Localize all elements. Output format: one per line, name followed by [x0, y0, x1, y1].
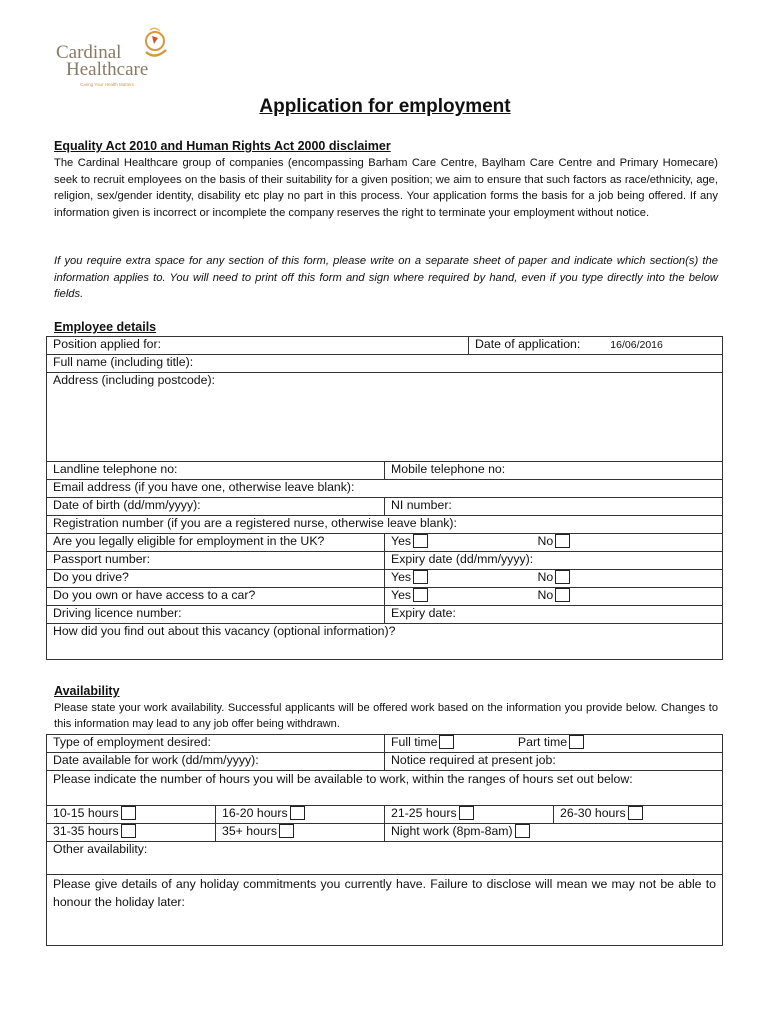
vacancy-source-field[interactable]: [47, 624, 723, 660]
notice-label: Notice required at present job:: [391, 753, 556, 767]
drive-no-checkbox[interactable]: [555, 570, 570, 584]
employee-details-table: [46, 336, 723, 660]
holiday-commitments-field[interactable]: [47, 875, 723, 946]
date-of-application-value: 16/06/2016: [610, 339, 663, 351]
car-options: [385, 588, 723, 606]
licence-expiry-label: Expiry date:: [391, 606, 456, 620]
hours-21-25-label: 21-25 hours: [391, 806, 457, 820]
hours-21-25: [385, 806, 554, 824]
car-no-checkbox[interactable]: [555, 588, 570, 602]
cardinal-bird-icon: [138, 26, 172, 60]
disclaimer-heading: Equality Act 2010 and Human Rights Act 2000 disclaimer: [54, 139, 391, 153]
availability-heading: Availability: [54, 684, 120, 698]
full-time-label: Full time: [391, 735, 438, 749]
employment-type-label-cell: [47, 735, 385, 753]
other-availability-label: Other availability:: [53, 842, 148, 856]
drive-options: [385, 570, 723, 588]
passport-expiry-field[interactable]: [385, 552, 723, 570]
date-available-label: Date available for work (dd/mm/yyyy):: [53, 753, 259, 767]
drive-no-label: No: [537, 570, 554, 584]
ni-number-field[interactable]: [385, 498, 723, 516]
email-field[interactable]: [47, 480, 723, 498]
hours-16-20-label: 16-20 hours: [222, 806, 288, 820]
position-label: Position applied for:: [53, 337, 162, 351]
employee-details-heading: Employee details: [54, 320, 157, 334]
mobile-label: Mobile telephone no:: [391, 462, 506, 476]
hours-21-25-checkbox[interactable]: [459, 806, 474, 820]
car-label: Do you own or have access to a car?: [53, 588, 256, 602]
extra-space-note: If you require extra space for any section of this form, please write on a separate sheet of paper and indicate which section(s) the information applies to. You will need to print off this form and sign where required by hand, even if you type directly into the below fields.: [54, 255, 718, 300]
hours-prompt-cell: [47, 771, 723, 806]
licence-field[interactable]: [47, 606, 385, 624]
car-yes-label: Yes: [391, 588, 412, 602]
licence-label: Driving licence number:: [53, 606, 182, 620]
eligible-label: Are you legally eligible for employment in the UK?: [53, 534, 325, 548]
eligible-options: [385, 534, 723, 552]
mobile-field[interactable]: [385, 462, 723, 480]
full-name-field[interactable]: [47, 355, 723, 373]
hours-10-15-label: 10-15 hours: [53, 806, 119, 820]
eligible-yes-label: Yes: [391, 534, 412, 548]
notice-field[interactable]: [385, 753, 723, 771]
passport-field[interactable]: [47, 552, 385, 570]
address-field[interactable]: [47, 373, 723, 462]
drive-yes-label: Yes: [391, 570, 412, 584]
car-label-cell: [47, 588, 385, 606]
employment-type-options: [385, 735, 723, 753]
passport-expiry-label: Expiry date (dd/mm/yyyy):: [391, 552, 534, 566]
car-no-label: No: [537, 588, 554, 602]
drive-label-cell: [47, 570, 385, 588]
employment-type-label: Type of employment desired:: [53, 735, 211, 749]
hours-26-30: [554, 806, 723, 824]
logo-tagline: Caring Your Health Matters: [80, 82, 135, 87]
licence-expiry-field[interactable]: [385, 606, 723, 624]
address-label: Address (including postcode):: [53, 373, 215, 387]
other-availability-field[interactable]: [47, 842, 723, 875]
hours-prompt: Please indicate the number of hours you will be available to work, within the ranges of hours set out below:: [53, 772, 633, 786]
hours-35-plus-label: 35+ hours: [222, 824, 278, 838]
hours-10-15-checkbox[interactable]: [121, 806, 136, 820]
company-logo: [54, 24, 174, 88]
ni-number-label: NI number:: [391, 498, 452, 512]
logo-line-1: Cardinal: [56, 42, 122, 63]
landline-label: Landline telephone no:: [53, 462, 178, 476]
dob-label: Date of birth (dd/mm/yyyy):: [53, 498, 201, 512]
night-work-checkbox[interactable]: [515, 824, 530, 838]
part-time-checkbox[interactable]: [569, 735, 584, 749]
email-label: Email address (if you have one, otherwise leave blank):: [53, 480, 355, 494]
hours-31-35-checkbox[interactable]: [121, 824, 136, 838]
logo-line-2: Healthcare: [66, 59, 149, 80]
registration-field[interactable]: [47, 516, 723, 534]
eligible-no-label: No: [537, 534, 554, 548]
drive-label: Do you drive?: [53, 570, 129, 584]
night-work-label: Night work (8pm-8am): [391, 824, 513, 838]
date-of-application-label: Date of application:: [475, 337, 581, 351]
hours-10-15: [47, 806, 216, 824]
full-name-label: Full name (including title):: [53, 355, 194, 369]
hours-31-35: [47, 824, 216, 842]
hours-35-plus: [216, 824, 385, 842]
passport-label: Passport number:: [53, 552, 151, 566]
hours-35-plus-checkbox[interactable]: [279, 824, 294, 838]
availability-text: Please state your work availability. Successful applicants will be offered work based on the information you provide below. Changes to this information may lead to any job offer being withdrawn.: [54, 702, 718, 730]
eligible-no-checkbox[interactable]: [555, 534, 570, 548]
hours-16-20-checkbox[interactable]: [290, 806, 305, 820]
eligible-label-cell: [47, 534, 385, 552]
landline-field[interactable]: [47, 462, 385, 480]
eligible-yes-checkbox[interactable]: [413, 534, 428, 548]
position-field[interactable]: [47, 337, 469, 355]
date-of-application-field[interactable]: [469, 337, 723, 355]
hours-26-30-label: 26-30 hours: [560, 806, 626, 820]
vacancy-source-label: How did you find out about this vacancy (optional information)?: [53, 624, 396, 638]
page-title: Application for employment: [259, 96, 511, 117]
registration-label: Registration number (if you are a registered nurse, otherwise leave blank):: [53, 516, 457, 530]
night-work: [385, 824, 723, 842]
availability-table: [46, 734, 723, 946]
disclaimer-text: The Cardinal Healthcare group of companies (encompassing Barham Care Centre, Baylham Care Centre and Primary Homecare) seek to recruit employees on the basis of their suitability for a given position; we aim to ensure that such factors as race/ethnicity, age, religion, sex/gender identity, disability etc play no part in this process. Your application forms the basis for a job being offered. If any information given is incorrect or incomplete the company reserves the right to terminate your employment without notice.: [54, 157, 718, 219]
dob-field[interactable]: [47, 498, 385, 516]
date-available-field[interactable]: [47, 753, 385, 771]
holiday-commitments-label: Please give details of any holiday commitments you currently have. Failure to disclose will mean we may not be able to honour the holiday later:: [53, 877, 717, 909]
hours-26-30-checkbox[interactable]: [628, 806, 643, 820]
part-time-label: Part time: [517, 735, 568, 749]
drive-yes-checkbox[interactable]: [413, 570, 428, 584]
hours-16-20: [216, 806, 385, 824]
car-yes-checkbox[interactable]: [413, 588, 428, 602]
full-time-checkbox[interactable]: [439, 735, 454, 749]
hours-31-35-label: 31-35 hours: [53, 824, 119, 838]
